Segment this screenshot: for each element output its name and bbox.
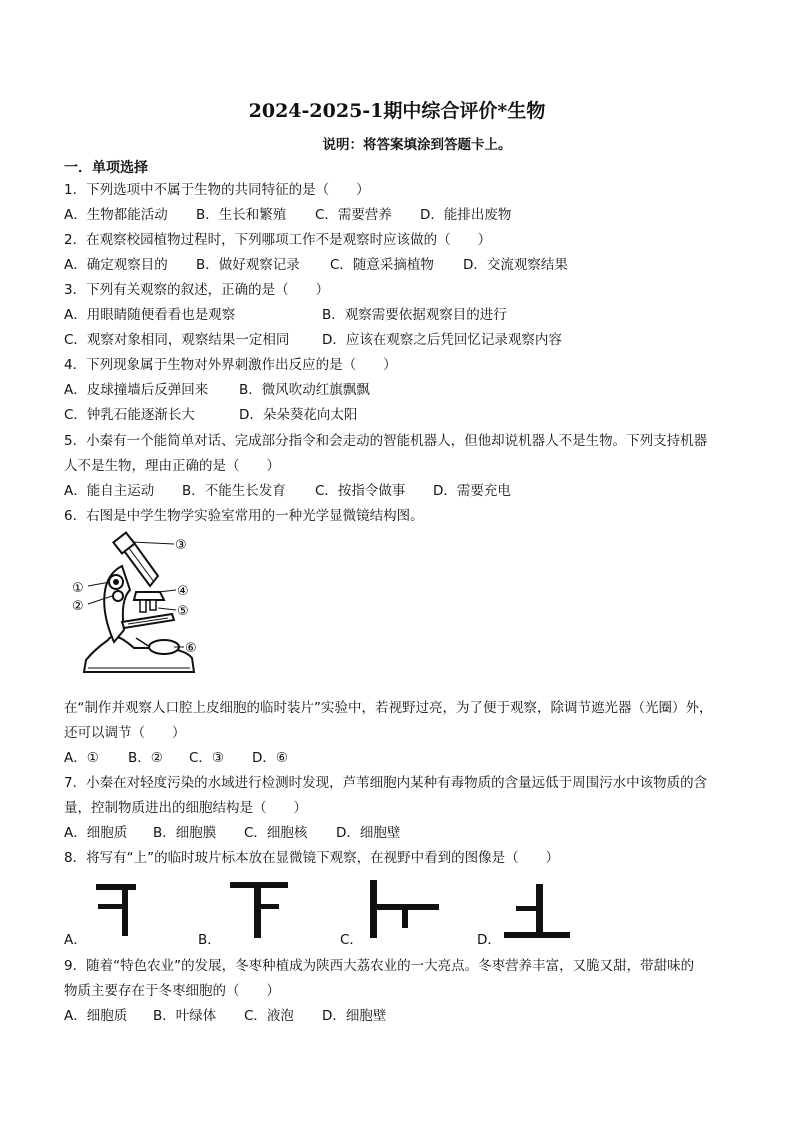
section-heading: 一．单项选择 [64,160,148,176]
question-5-stem-line-2: 人不是生物，理由正确的是（ ） [64,458,280,474]
question-7-option-b: B．细胞膜 [153,825,217,841]
question-4-option-a: A．皮球撞墙后反弹回来 [64,382,209,398]
question-9-option-c: C．液泡 [244,1008,294,1024]
question-1-stem: 1．下列选项中不属于生物的共同特征的是（ ） [64,182,370,198]
question-4-option-b: B．微风吹动红旗飘飘 [239,382,370,398]
question-6-option-c: C．③ [189,750,225,766]
question-6-text-line-2: 还可以调节（ ） [64,725,186,741]
figure-label-6: ⑥ [185,641,197,656]
question-4-option-c: C．钟乳石能逐渐长大 [64,407,195,423]
question-6-option-b: B．② [128,750,163,766]
question-9-stem-line-2: 物质主要存在于冬枣细胞的（ ） [64,983,280,999]
question-6-option-d: D．⑥ [252,750,288,766]
glyph-image-a [92,880,140,938]
figure-label-2: ② [72,599,84,614]
question-3-option-c: C．观察对象相同，观察结果一定相同 [64,332,290,348]
question-8-option-c: C． [340,932,363,948]
question-1-option-b: B．生长和繁殖 [196,207,287,223]
question-4-stem: 4．下列现象属于生物对外界刺激作出反应的是（ ） [64,357,397,373]
question-9-option-a: A．细胞质 [64,1008,128,1024]
question-2-option-d: D．交流观察结果 [463,257,568,273]
question-6-stem: 6．右图是中学生物学实验室常用的一种光学显微镜结构图。 [64,508,424,524]
question-5-option-c: C．按指令做事 [315,483,406,499]
glyph-image-d [502,882,572,940]
question-9-stem-line-1: 9．随着“特色农业”的发展，冬枣种植成为陕西大荔农业的一大亮点。冬枣营养丰富，又脆又甜，带甜味的 [64,958,695,974]
microscope-figure [64,530,214,680]
question-1-option-d: D．能排出废物 [420,207,512,223]
question-5-option-a: A．能自主运动 [64,483,155,499]
question-7-option-c: C．细胞核 [244,825,308,841]
exam-instruction: 说明：将答案填涂到答题卡上。 [322,137,512,153]
figure-label-4: ④ [177,584,189,599]
glyph-image-b [228,880,290,940]
question-5-option-d: D．需要充电 [433,483,511,499]
question-7-stem-line-1: 7．小秦在对轻度污染的水域进行检测时发现，芦苇细胞内某种有毒物质的含量远低于周围污水中该物质的含 [64,775,708,791]
question-7-option-d: D．细胞壁 [336,825,401,841]
question-8-option-b: B． [198,932,221,948]
question-5-stem-line-1: 5．小秦有一个能简单对话、完成部分指令和会走动的智能机器人，但他却说机器人不是生物。下列支持机器 [64,433,708,449]
question-2-stem: 2．在观察校园植物过程时，下列哪项工作不是观察时应该做的（ ） [64,232,492,248]
question-3-option-d: D．应该在观察之后凭回忆记录观察内容 [322,332,562,348]
question-6-text-line-1: 在“制作并观察人口腔上皮细胞的临时装片”实验中，若视野过亮，为了便于观察，除调节遮光器（光圈）外， [64,700,713,716]
question-8-option-a: A． [64,932,87,948]
question-9-option-d: D．细胞壁 [322,1008,387,1024]
question-9-option-b: B．叶绿体 [153,1008,217,1024]
question-3-option-a: A．用眼睛随便看看也是观察 [64,307,236,323]
question-8-option-d: D． [477,932,501,948]
question-2-option-b: B．做好观察记录 [196,257,300,273]
question-2-option-a: A．确定观察目的 [64,257,168,273]
question-2-option-c: C．随意采摘植物 [330,257,434,273]
question-8-stem: 8．将写有“上”的临时玻片标本放在显微镜下观察，在视野中看到的图像是（ ） [64,850,560,866]
question-5-option-b: B．不能生长发育 [182,483,286,499]
glyph-image-c [368,878,442,940]
page-title: 2024-2025-1期中综合评价*生物 [248,100,546,122]
question-4-option-d: D．朵朵葵花向太阳 [239,407,358,423]
question-1-option-a: A．生物都能活动 [64,207,168,223]
figure-label-5: ⑤ [177,604,189,619]
question-3-stem: 3．下列有关观察的叙述，正确的是（ ） [64,282,330,298]
question-1-option-c: C．需要营养 [315,207,392,223]
question-6-option-a: A．① [64,750,99,766]
question-3-option-b: B．观察需要依据观察目的进行 [322,307,507,323]
question-7-stem-line-2: 量，控制物质进出的细胞结构是（ ） [64,800,307,816]
question-7-option-a: A．细胞质 [64,825,128,841]
figure-label-3: ③ [175,538,187,553]
figure-label-1: ① [72,581,84,596]
